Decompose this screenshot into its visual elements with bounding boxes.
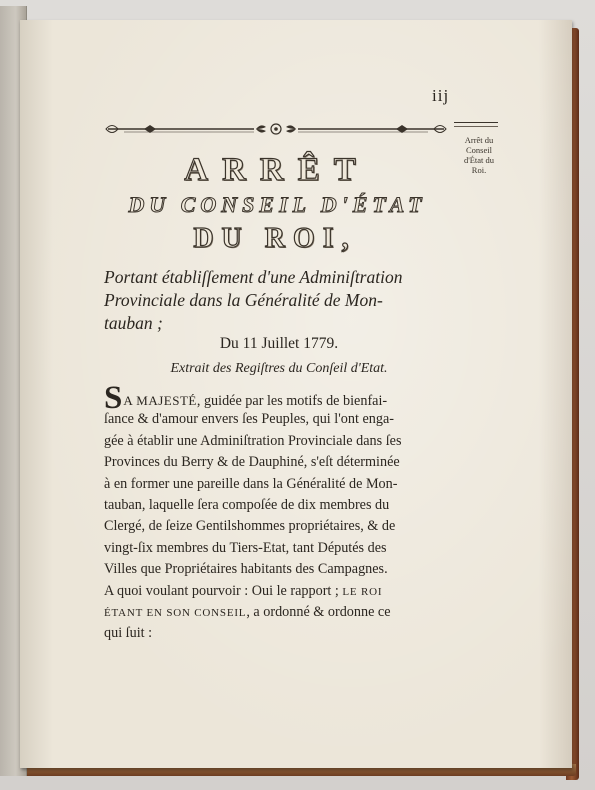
body-line: gée à établir une Adminiſtration Provinciale dans ſes (104, 432, 402, 449)
margin-note-line: Arrêt du (464, 135, 494, 145)
body-text (104, 380, 464, 645)
drop-cap: S (104, 380, 123, 416)
body-line-rest: , a ordonné & ordonne ce (246, 603, 391, 620)
conseil-caps: ÉTANT EN SON CONSEIL (104, 606, 247, 619)
body-line-start: A quoi voulant pourvoir : Oui le rapport ; (104, 582, 343, 599)
body-line: vingt-ſix membres du Tiers-Etat, tant Députés des (104, 539, 387, 556)
title-roi: DU ROI, (193, 223, 357, 254)
body-line: Provinces du Berry & de Dauphiné, s'eſt déterminée (104, 454, 400, 471)
page-folio: iij (432, 86, 450, 105)
date-line: Du 11 Juillet 1779. (219, 335, 339, 352)
subtitle-line: tauban ; (104, 313, 163, 333)
subtitle (104, 266, 454, 335)
ornament-rule-icon (104, 120, 448, 138)
body-line: Clergé, de ſeize Gentilshommes propriétaires, & de (104, 518, 396, 535)
le-roi-caps: LE ROI (342, 585, 383, 598)
subtitle-line: Portant établiſſement d'une Adminiſtration (104, 267, 403, 287)
title-conseil: DU CONSEIL D'ÉTAT (128, 192, 427, 217)
extract-line: Extrait des Regiſtres du Conſeil d'Etat. (170, 361, 388, 376)
body-line: qui ſuit : (104, 625, 153, 642)
body-line: à en former une pareille dans la Généralité de Mon- (104, 475, 398, 492)
margin-note (453, 135, 505, 175)
body-line (104, 380, 464, 416)
subtitle-line: Provinciale dans la Généralité de Mon- (104, 290, 383, 310)
margin-note-line: Conseil (466, 145, 492, 155)
body-line (104, 581, 464, 602)
body-line: ſance & d'amour envers ſes Peuples, qui l'ont enga- (104, 411, 394, 428)
body-line-rest: , guidée par les motifs de bienfai- (196, 393, 388, 409)
body-line: Villes que Propriétaires habitants des Campagnes. (104, 561, 388, 578)
document-page (20, 20, 572, 768)
margin-rule (454, 122, 498, 123)
body-line (104, 602, 464, 623)
title-arret: ARRÊT (184, 152, 370, 188)
margin-rule-thin (454, 126, 498, 127)
majesty-caps: A MAJESTÉ (123, 393, 197, 408)
body-line: tauban, laquelle ſera compoſée de dix membres du (104, 496, 390, 513)
margin-note-line: Roi. (471, 165, 487, 175)
margin-note-line: d'État du (463, 155, 495, 165)
